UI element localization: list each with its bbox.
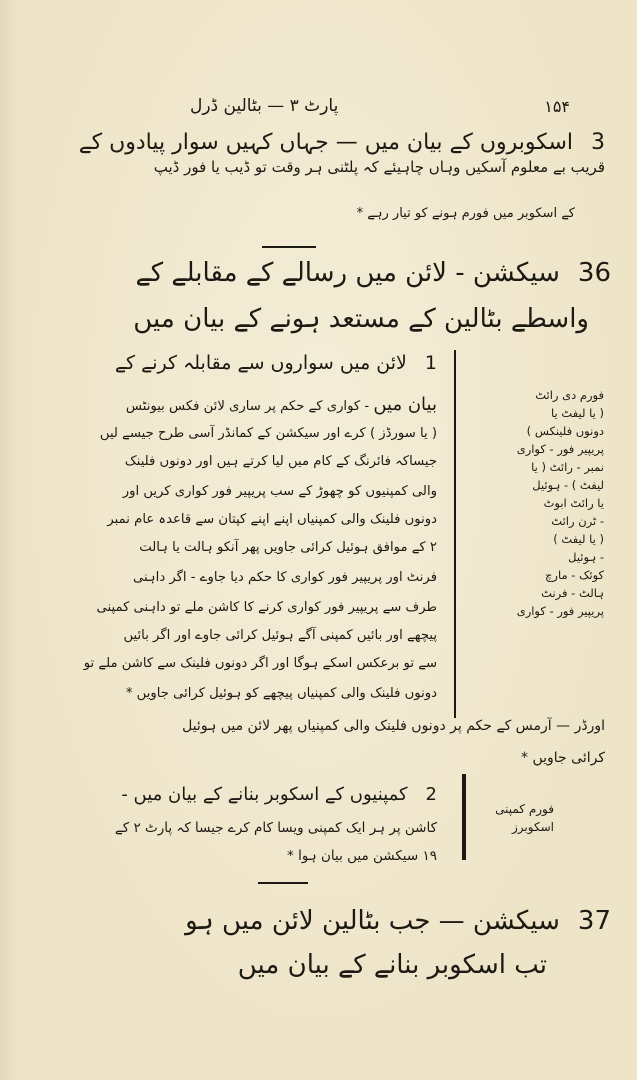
sub1-line: طرف سے پریپیر فور کواری کرنے کا کاشن ملے تو داہنی کمپنی: [96, 600, 437, 615]
running-head: [190, 92, 570, 120]
sub1-line: سے تو برعکس اسکے ہوگا اور اگر دونوں فلینک سے کاشن ملے تو: [83, 656, 437, 671]
section-3-heading: [45, 130, 605, 155]
sub2-heading-text: کمپنیوں کے اسکوبر بنانے کے بیان میں -: [121, 784, 408, 805]
section-36-heading-line2: واسطے بٹالین کے مستعد ہونے کے بیان میں: [133, 304, 589, 334]
section-divider: [258, 882, 308, 884]
sub1-line: پیچھے اور بائیں کمپنی آگے ہوئیل کرائی جاوے اور اگر بائیں: [123, 628, 437, 643]
side-note-line: کوئک - مارچ: [544, 568, 604, 582]
sub1-number: 1: [424, 352, 437, 374]
sub1-line: ۲ کے موافق ہوئیل کرائی جاویں پھر آنکو ہالت یا ہالت: [139, 540, 437, 555]
section-36-heading: [136, 258, 611, 288]
sub2-heading: [121, 784, 437, 805]
sub1-heading-tail: - کواری کے حکم پر ساری لائن فکس بیونٹس: [125, 399, 370, 414]
section-37-number: 37: [577, 906, 611, 936]
sub2-number: 2: [425, 784, 437, 805]
side-note-line: فورم دی رائٹ: [535, 388, 604, 402]
side-note-line: فورم کمپنی: [495, 802, 554, 816]
side-note-line: پریپیر فور - کواری: [516, 442, 604, 456]
section-36-heading-line1: سیکشن - لائن میں رسالے کے مقابلے کے: [135, 258, 560, 288]
section-36-number: 36: [577, 258, 611, 288]
section-divider: [262, 246, 316, 248]
order-line: اورڈر — آرمس کے حکم پر دونوں فلینک والی کمپنیاں پھر لائن میں ہوئیل: [182, 718, 605, 734]
sub2-line: ۱۹ سیکشن میں بیان ہوا *: [287, 848, 437, 864]
margin-bracket: [462, 774, 468, 860]
sub1-line: فرنٹ اور پریپیر فور کواری کا حکم دیا جاوے - اگر داہنی: [132, 570, 437, 585]
section-37-heading-line2: تب اسکوبر بنانے کے بیان میں: [237, 950, 547, 980]
section-3-line: کے اسکوبر میں فورم ہونے کو تیار رہے *: [356, 206, 575, 221]
side-note-line: نمبر - رائٹ ( یا: [531, 460, 604, 474]
side-note-line: ( یا لیفٹ یا: [551, 406, 604, 420]
order-line: کرائی جاویں *: [521, 750, 605, 766]
sub1-line: جیساکہ فائرنگ کے کام میں لیا کرتے ہیں اور دونوں فلینک: [124, 454, 437, 469]
sub1-line: والی کمپنیوں کو چھوڑ کے سب پریپیر فور کواری کریں اور: [122, 484, 437, 499]
sub1-heading: [115, 352, 437, 374]
sub2-line: کاشن پر ہر ایک کمپنی ویسا کام کرے جیسا کہ پارٹ ۲ کے: [114, 820, 437, 836]
sub1-side-note: [462, 386, 604, 620]
side-note-line: یا رائٹ ابوٹ: [543, 496, 604, 510]
section-3-number: 3: [591, 130, 605, 155]
sub1-heading-line1: لائن میں سواروں سے مقابلہ کرنے کے: [114, 352, 407, 374]
section-3-line: قریب بے معلوم آسکیں وہاں چاہیئے کہ پلٹنی ہر وقت تو ڈیب یا فور ڈیپ: [153, 158, 605, 176]
sub1-heading-line2-row: [126, 394, 437, 415]
sub1-line: ( یا سورڈز ) کرے اور سیکشن کے کمانڈر آسی طرح جیسے لیں: [99, 426, 437, 441]
side-note-line: اسکوبرز: [512, 820, 554, 834]
sub1-line: دونوں فلینک والی کمپنیاں پیچھے کو ہوئیل کرائی جاویں *: [125, 686, 437, 701]
side-note-line: - ہوئیل: [568, 550, 604, 564]
side-note-line: ہالٹ - فرنٹ: [541, 586, 604, 600]
section-3-heading-text: اسکوبروں کے بیان میں — جہاں کہیں سوار پیادوں کے: [78, 130, 573, 155]
side-note-line: پریپیر فور - کواری: [516, 604, 604, 618]
page-number: ۱۵۴: [544, 96, 570, 116]
margin-bracket: [454, 350, 458, 718]
sub1-line: دونوں فلینک والی کمپنیاں اپنے اپنے کپتان سے قاعدہ عام نمبر: [107, 512, 437, 527]
section-37-heading-line1: سیکشن — جب بٹالین لائن میں ہو: [185, 906, 560, 936]
running-head-title: پارٹ ۳ — بٹالین ڈرل: [190, 96, 339, 116]
section-37-heading: [185, 906, 611, 936]
side-note-line: - ٹرن رائٹ: [551, 514, 604, 528]
sub1-heading-line2: بیان میں: [373, 394, 437, 415]
side-note-line: لیفٹ ) - ہوئیل: [532, 478, 604, 492]
side-note-line: دونوں فلینکس ): [526, 424, 604, 438]
sub2-side-note: [472, 800, 554, 836]
side-note-line: ( یا لیفٹ ): [553, 532, 604, 546]
